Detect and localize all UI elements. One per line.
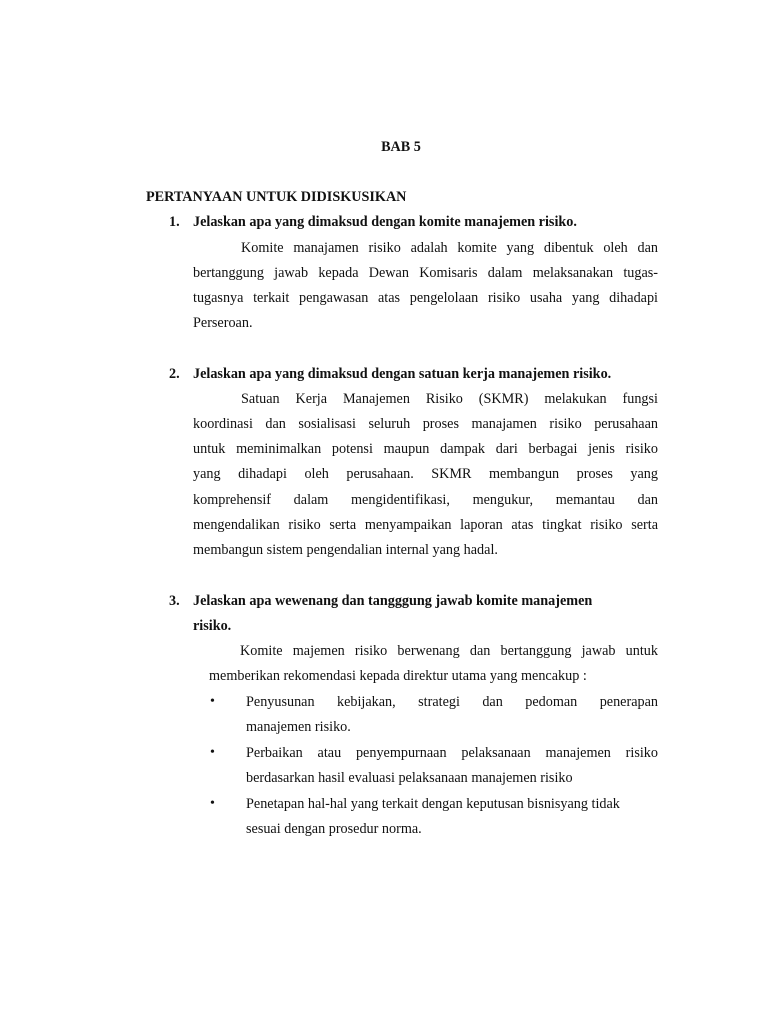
answer-line: mengendalikan risiko serta menyampaikan laporan atas tingkat risiko serta xyxy=(193,517,658,533)
question-text: Jelaskan apa yang dimaksud dengan komite manajemen risiko. xyxy=(193,214,577,230)
question-number: 1. xyxy=(169,214,180,230)
bullet-icon: • xyxy=(210,694,215,709)
answer-line: yang dihadapi oleh perusahaan. SKMR membangun proses yang xyxy=(193,466,658,482)
bullet-line: manajemen risiko. xyxy=(246,719,351,735)
bullet-line: Perbaikan atau penyempurnaan pelaksanaan manajemen risiko xyxy=(246,745,658,761)
answer-line: Komite majemen risiko berwenang dan bertanggung jawab untuk xyxy=(240,643,658,659)
question-number: 3. xyxy=(169,593,180,609)
bullet-line: Penetapan hal-hal yang terkait dengan keputusan bisnisyang tidak xyxy=(246,796,620,812)
answer-line: Satuan Kerja Manajemen Risiko (SKMR) melakukan fungsi xyxy=(241,391,658,407)
answer-line: tugasnya terkait pengawasan atas pengelolaan risiko usaha yang dihadapi xyxy=(193,290,658,306)
question-text: risiko. xyxy=(193,618,232,634)
question-text: Jelaskan apa wewenang dan tangggung jawab komite manajemen xyxy=(193,593,593,609)
answer-line: koordinasi dan sosialisasi seluruh proses manajamen risiko perusahaan xyxy=(193,416,658,432)
answer-line: untuk meminimalkan potensi maupun dampak dari berbagai jenis risiko xyxy=(193,441,658,457)
chapter-title: BAB 5 xyxy=(381,139,421,155)
bullet-line: sesuai dengan prosedur norma. xyxy=(246,821,422,837)
section-title: PERTANYAAN UNTUK DIDISKUSIKAN xyxy=(146,189,407,205)
bullet-icon: • xyxy=(210,745,215,760)
answer-line: Komite manajamen risiko adalah komite yang dibentuk oleh dan xyxy=(241,240,658,256)
bullet-line: berdasarkan hasil evaluasi pelaksanaan manajemen risiko xyxy=(246,770,573,786)
bullet-line: Penyusunan kebijakan, strategi dan pedoman penerapan xyxy=(246,694,658,710)
question-number: 2. xyxy=(169,366,180,382)
answer-line: komprehensif dalam mengidentifikasi, mengukur, memantau dan xyxy=(193,492,658,508)
bullet-icon: • xyxy=(210,796,215,811)
answer-line: memberikan rekomendasi kepada direktur utama yang mencakup : xyxy=(209,668,587,684)
answer-line: membangun sistem pengendalian internal yang hadal. xyxy=(193,542,498,558)
answer-line: bertanggung jawab kepada Dewan Komisaris dalam melaksanakan tugas- xyxy=(193,265,658,281)
question-text: Jelaskan apa yang dimaksud dengan satuan kerja manajemen risiko. xyxy=(193,366,612,382)
answer-line: Perseroan. xyxy=(193,315,253,331)
